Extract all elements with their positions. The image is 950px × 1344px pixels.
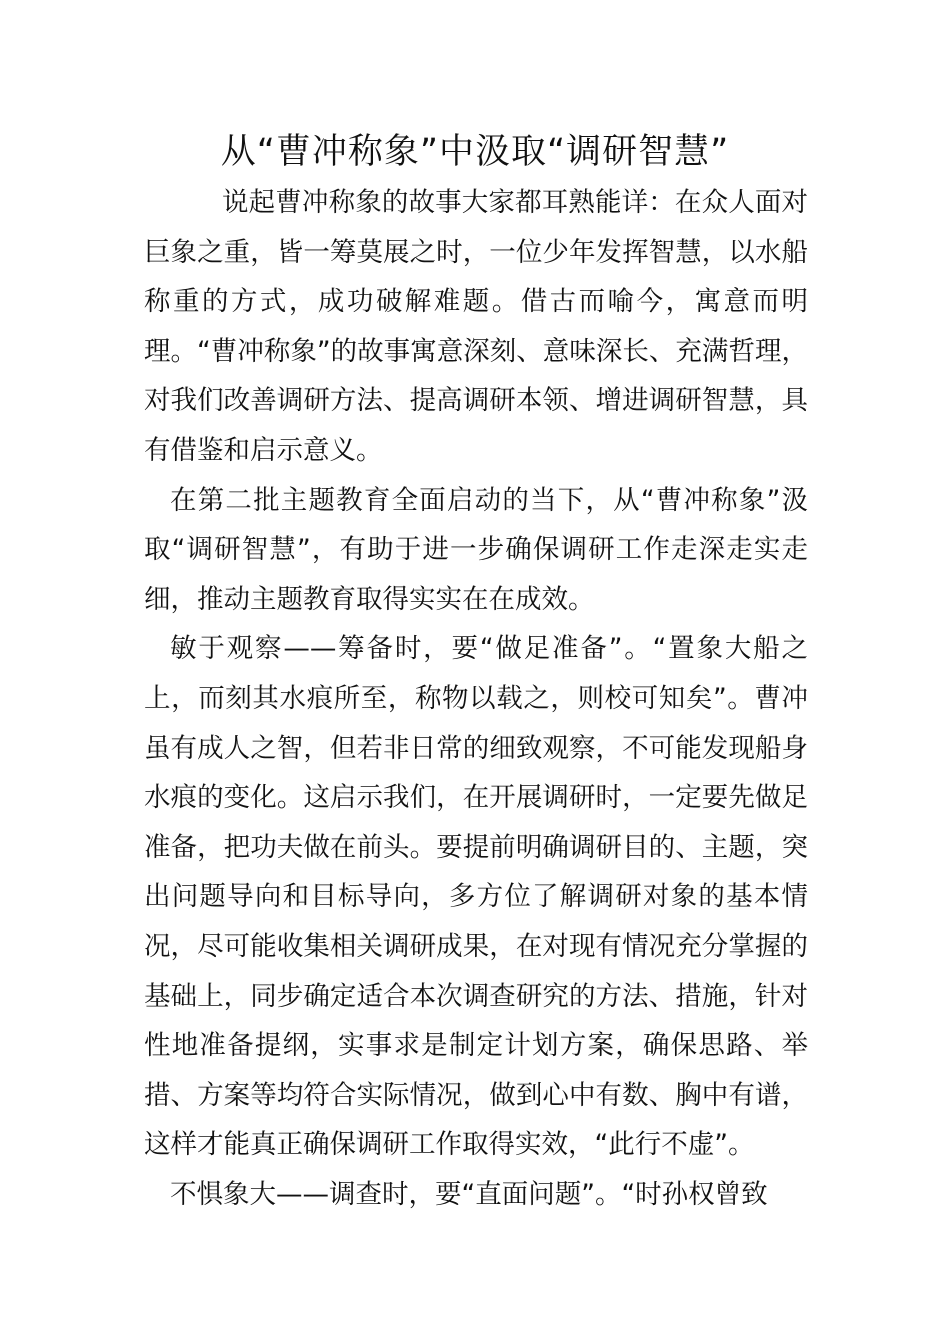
paragraph-investigation: 不惧象大——调查时，要“直面问题”。“时孙权曾致 [170, 1178, 768, 1210]
paragraph-intro: 说起曹冲称象的故事大家都耳熟能详：在众人面对巨象之重，皆一筹莫展之时，一位少年发挥智慧，以水船称重的方式，成功破解难题。借古而喻今，寓意而明理。“曹冲称象”的故事寓意深刻、意味深长、充满哲理，对我们改善调研方法、提高调研本领、增进调研智慧，具有借鉴和启示意义。 [144, 187, 808, 466]
document-title: 从“曹冲称象”中汲取“调研智慧” [220, 132, 730, 172]
paragraph-observation: 敏于观察——筹备时，要“做足准备”。“置象大船之上，而刻其水痕所至，称物以载之，则校可知矣”。曹冲虽有成人之智，但若非日常的细致观察，不可能发现船身水痕的变化。这启示我们，在开展调研时，一定要先做足准备，把功夫做在前头。要提前明确调研目的、主题，突出问题导向和目标导向，多方位了解调研对象的基本情况，尽可能收集相关调研成果，在对现有情况充分掌握的基础上，同步确定适合本次调查研究的方法、措施，针对性地准备提纲，实事求是制定计划方案，确保思路、举措、方案等均符合实际情况，做到心中有数、胸中有谱，这样才能真正确保调研工作取得实效，“此行不虚”。 [144, 633, 808, 1161]
paragraph-context: 在第二批主题教育全面启动的当下，从“曹冲称象”汲取“调研智慧”，有助于进一步确保调研工作走深走实走细，推动主题教育取得实实在在成效。 [144, 484, 808, 615]
document-body [144, 178, 808, 1219]
